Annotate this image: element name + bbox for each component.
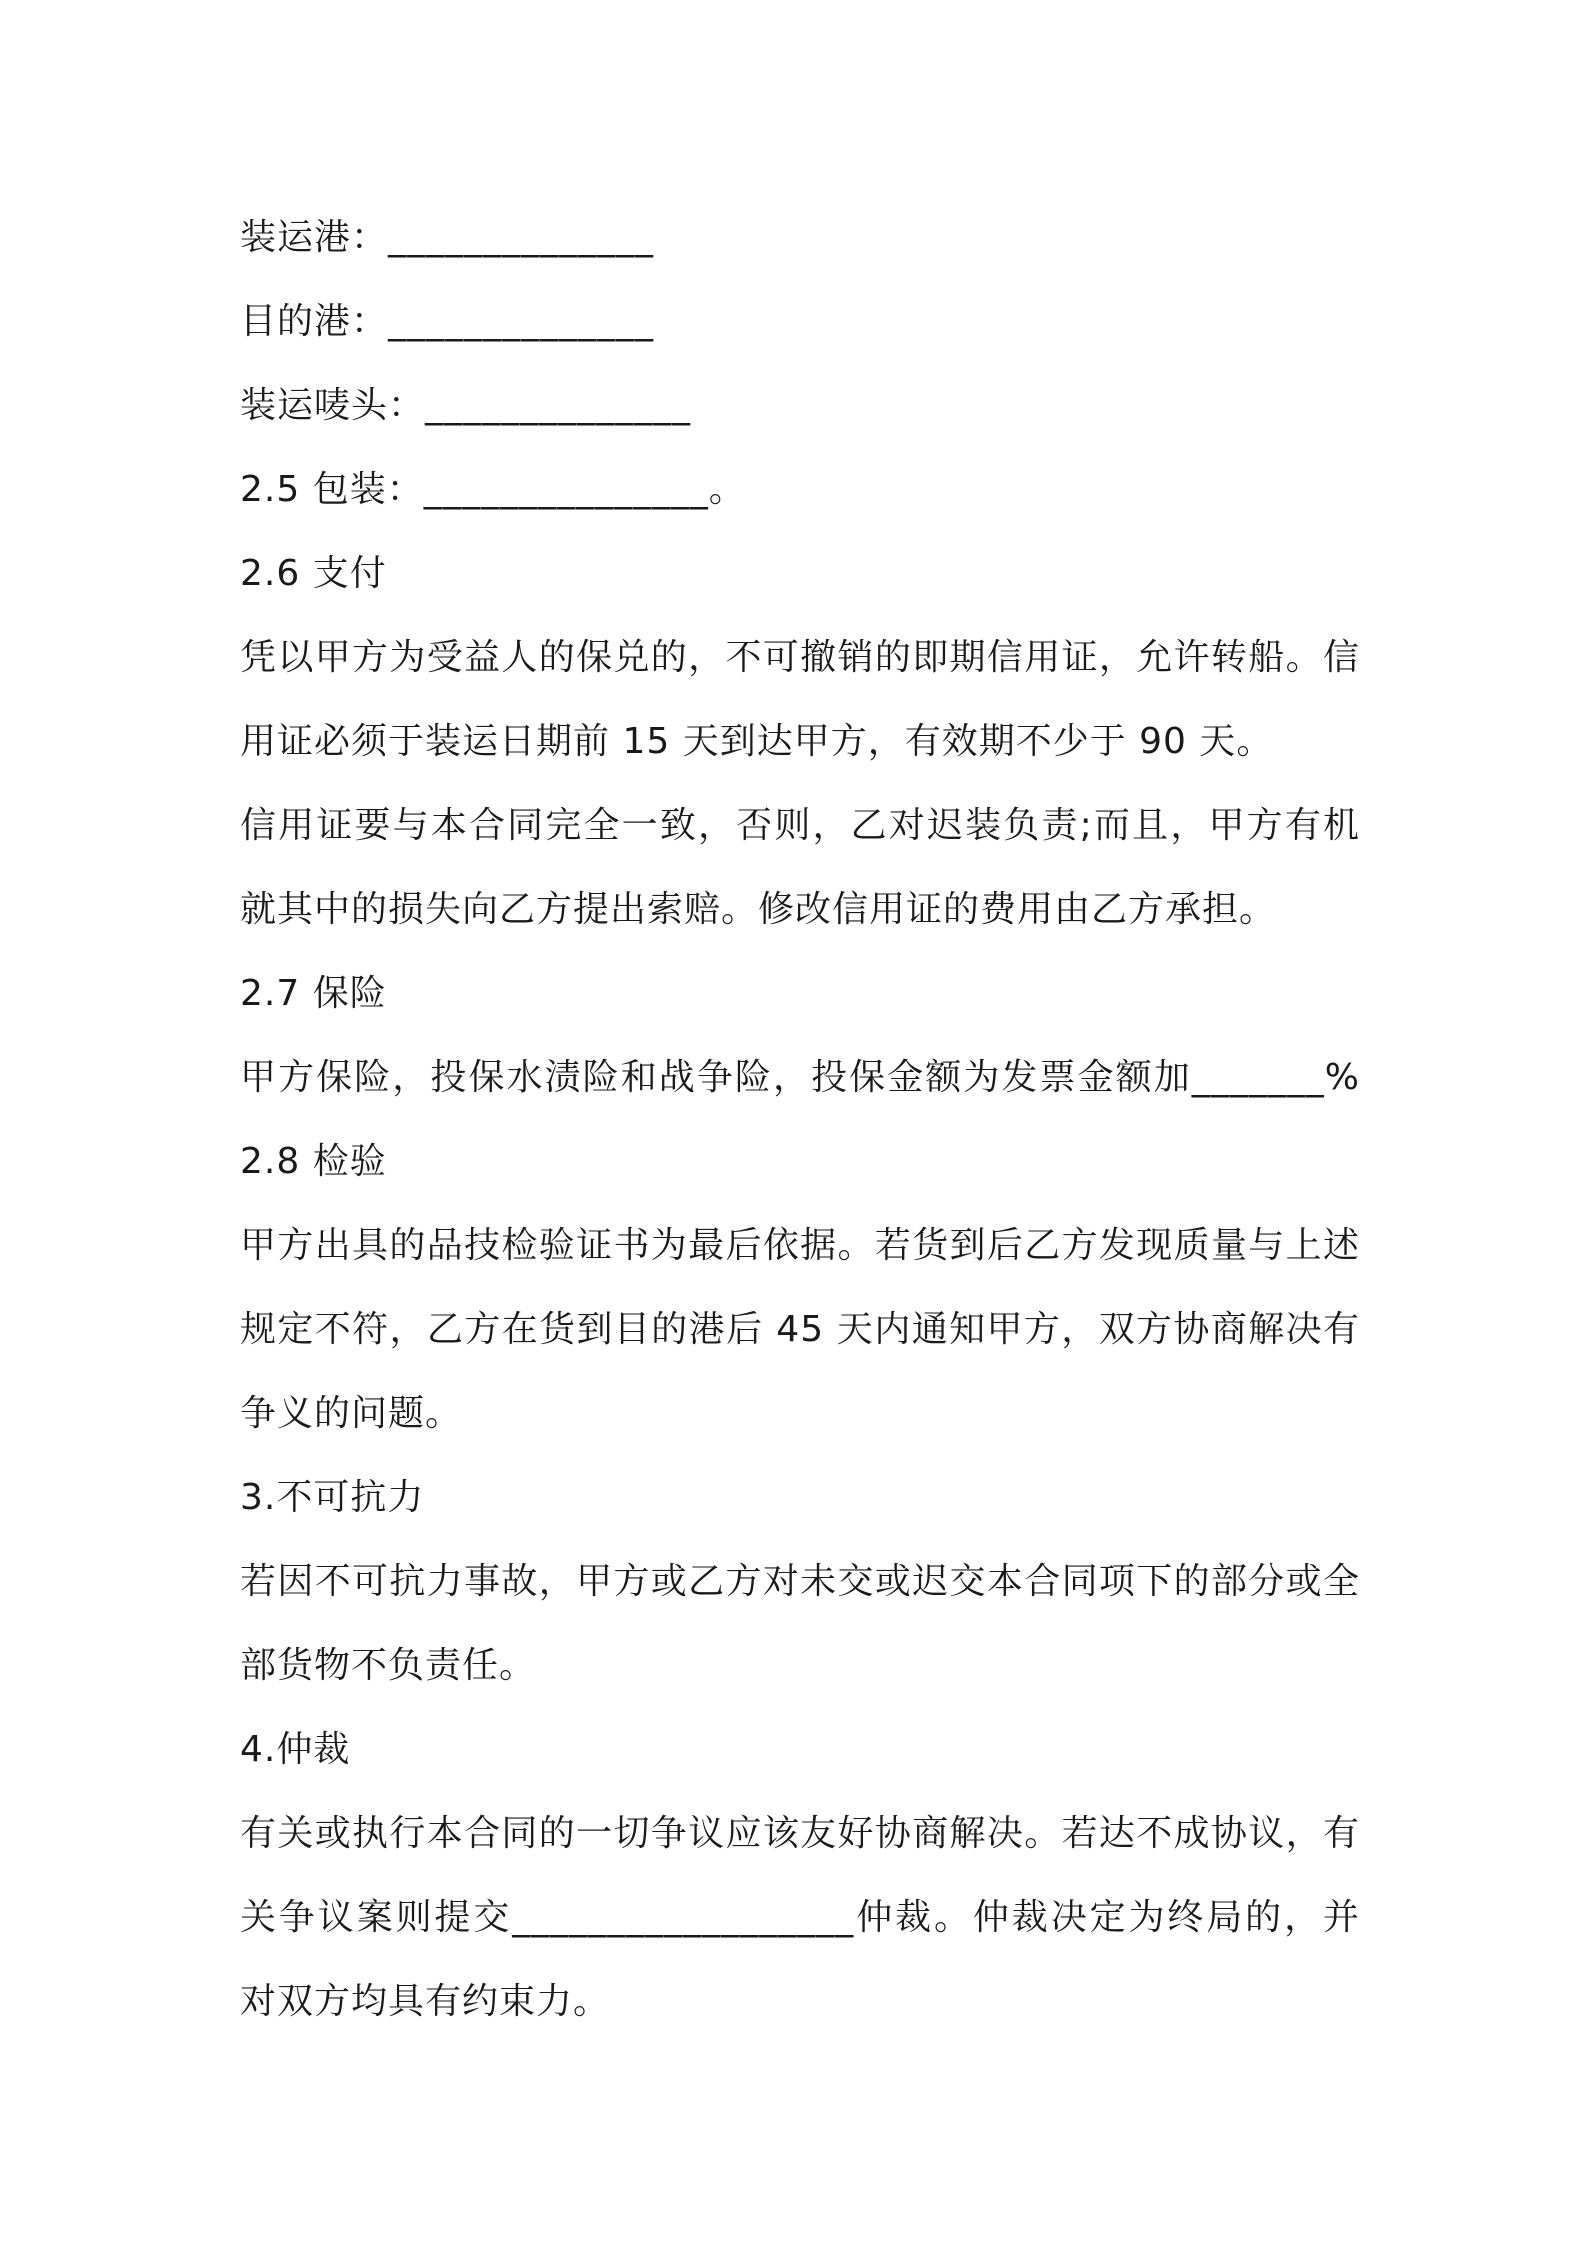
inspection-paragraph-line: 甲方出具的品技检验证书为最后依据。若货到后乙方发现质量与上述 <box>240 1225 1360 1266</box>
arbitration-paragraph-line: 有关或执行本合同的一切争议应该友好协商解决。若达不成协议，有 <box>240 1813 1360 1854</box>
credit-paragraph-line: 信用证要与本合同完全一致，否则，乙对迟装负责;而且，甲方有机 <box>240 805 1360 846</box>
force-majeure-paragraph-line: 部货物不负责任。 <box>240 1645 537 1686</box>
loading-port-line: 装运港：______________ <box>240 217 655 258</box>
shipping-mark-line: 装运唛头：______________ <box>240 385 692 426</box>
force-majeure-heading: 3.不可抗力 <box>240 1477 425 1518</box>
inspection-paragraph-line: 规定不符，乙方在货到目的港后 45 天内通知甲方，双方协商解决有 <box>240 1309 1360 1350</box>
packing-clause: 2.5 包装：_______________。 <box>240 469 746 510</box>
arbitration-heading: 4.仲裁 <box>240 1729 351 1770</box>
force-majeure-paragraph-line: 若因不可抗力事故，甲方或乙方对未交或迟交本合同项下的部分或全 <box>240 1561 1360 1602</box>
arbitration-paragraph-line: 关争议案则提交__________________仲裁。仲裁决定为终局的，并 <box>240 1897 1360 1938</box>
payment-heading: 2.6 支付 <box>240 553 387 594</box>
payment-paragraph-line: 凭以甲方为受益人的保兑的，不可撤销的即期信用证，允许转船。信 <box>240 637 1360 678</box>
payment-paragraph-line: 用证必须于装运日期前 15 天到达甲方，有效期不少于 90 天。 <box>240 721 1274 762</box>
document-body <box>240 196 1360 2044</box>
inspection-paragraph-line: 争义的问题。 <box>240 1393 463 1434</box>
destination-port-line: 目的港：______________ <box>240 301 655 342</box>
credit-paragraph-line: 就其中的损失向乙方提出索赔。修改信用证的费用由乙方承担。 <box>240 889 1277 930</box>
arbitration-paragraph-line: 对双方均具有约束力。 <box>240 1981 611 2022</box>
insurance-heading: 2.7 保险 <box>240 973 387 1014</box>
inspection-heading: 2.8 检验 <box>240 1141 387 1182</box>
insurance-paragraph-line: 甲方保险，投保水渍险和战争险，投保金额为发票金额加_______% <box>240 1057 1360 1098</box>
